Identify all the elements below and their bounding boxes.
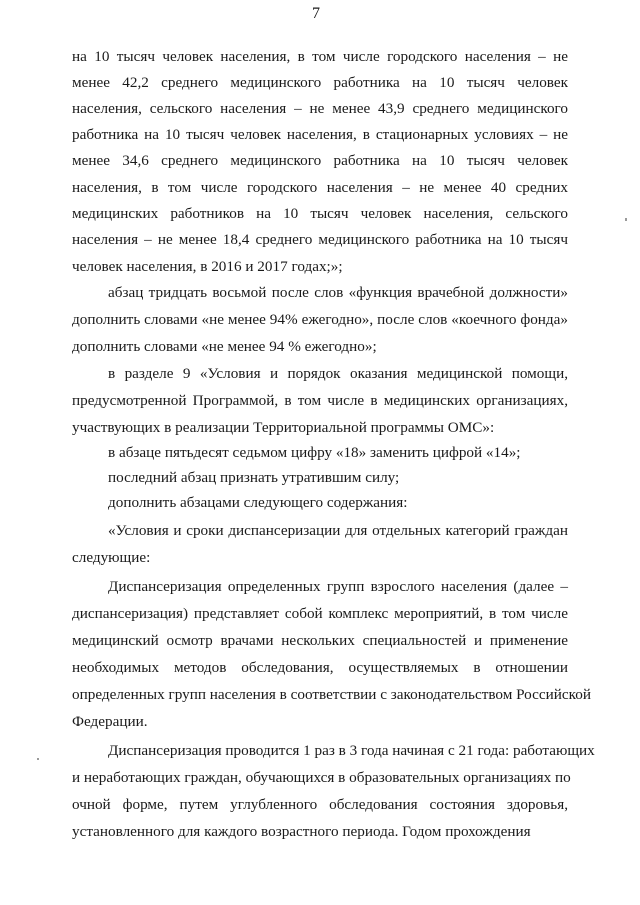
text-line: необходимых методов обследования, осуществляемых в отношении [72,659,568,676]
text-line: дополнить словами «не менее 94% ежегодно», после слов «коечного фонда» [72,311,568,328]
text-line: последний абзац признать утратившим силу; [108,469,400,486]
text-line: Диспансеризация проводится 1 раз в 3 года начиная с 21 года: работающих [108,742,595,759]
text-line: работника на 10 тысяч человек населения, в стационарных условиях – не [72,126,568,143]
scan-artifact [625,218,627,221]
text-line: в абзаце пятьдесят седьмом цифру «18» заменить цифрой «14»; [108,444,521,461]
text-line: и неработающих граждан, обучающихся в образовательных организациях по [72,769,571,786]
text-line: менее 42,2 среднего медицинского работника на 10 тысяч человек [72,74,568,91]
text-line: установленного для каждого возрастного периода. Годом прохождения [72,823,531,840]
page-number: 7 [312,5,320,22]
text-line: на 10 тысяч человек населения, в том числе городского населения – не [72,48,568,65]
text-line: населения – не менее 18,4 среднего медицинского работника на 10 тысяч [72,231,568,248]
text-line: менее 34,6 среднего медицинского работника на 10 тысяч человек [72,152,568,169]
text-line: Федерации. [72,713,148,730]
text-line: медицинских работников на 10 тысяч человек населения, сельского [72,205,568,222]
text-line: населения, сельского населения – не менее 43,9 среднего медицинского [72,100,568,117]
scan-artifact [37,758,39,760]
text-line: участвующих в реализации Территориальной программы ОМС»: [72,419,495,436]
text-line: человек населения, в 2016 и 2017 годах;»; [72,258,343,275]
text-line: определенных групп населения в соответствии с законодательством Российской [72,686,591,703]
text-line: предусмотренной Программой, в том числе в медицинских организациях, [72,392,568,409]
text-line: в разделе 9 «Условия и порядок оказания медицинской помощи, [108,365,568,382]
text-line: следующие: [72,549,151,566]
text-line: абзац тридцать восьмой после слов «функция врачебной должности» [108,284,568,301]
text-line: дополнить абзацами следующего содержания: [108,494,408,511]
text-line: Диспансеризация определенных групп взрослого населения (далее – [108,578,568,595]
text-line: очной форме, путем углубленного обследования состояния здоровья, [72,796,568,813]
text-line: населения, в том числе городского населения – не менее 40 средних [72,179,568,196]
text-line: дополнить словами «не менее 94 % ежегодно»; [72,338,377,355]
text-line: диспансеризация) представляет собой комплекс мероприятий, в том числе [72,605,568,622]
text-line: «Условия и сроки диспансеризации для отдельных категорий граждан [108,522,568,539]
text-line: медицинский осмотр врачами нескольких специальностей и применение [72,632,568,649]
